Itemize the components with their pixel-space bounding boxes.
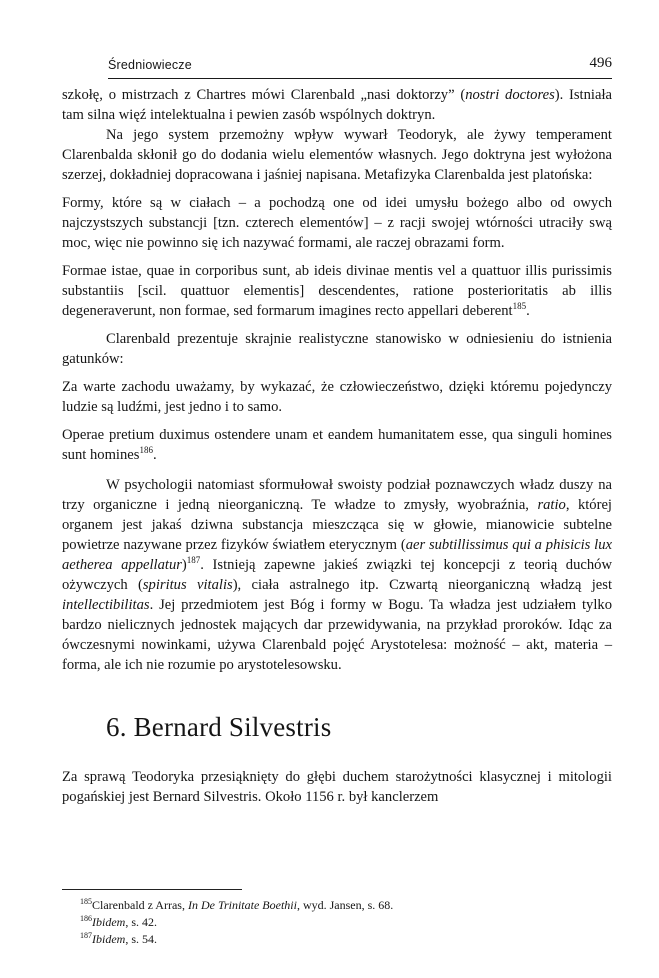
- main-text: [62, 85, 612, 807]
- block-quote-polish-2: Za warte zachodu uważamy, by wykazać, że człowieczeństwo, dzięki któremu pojedynczy ludzie są ludźmi, jest jedno i to samo.: [62, 379, 612, 415]
- section-heading: 6. Bernard Silvestris: [106, 712, 332, 742]
- paragraph-2: Na jego system przemożny wpływ wywarł Teodoryk, ale żywy temperament Clarenbalda skłonił go do dodania wielu elementów własnych. Jego doktryna jest wyłożona szerzej, dokładniej dopracowana i jaśniej napisana. Metafizyka Clarenbalda jest platońska:: [62, 127, 612, 183]
- footnotes: [80, 897, 393, 948]
- running-header: [108, 54, 612, 79]
- footnote-187: $^{187}$Ibidem, s. 54.: [80, 931, 157, 946]
- paragraph-5: Za sprawą Teodoryka przesiąknięty do głębi duchem starożytności klasycznej i mitologii pogańskiej jest Bernard Silvestris. Około 1156 r. był kanclerzem: [62, 769, 612, 805]
- footnote-divider: [62, 889, 242, 890]
- footnote-186: $^{186}$Ibidem, s. 42.: [80, 914, 157, 929]
- section-title: Średniowiecze: [108, 58, 192, 72]
- page-number: 496: [589, 55, 612, 71]
- paragraph-1: szkołę, o mistrzach z Chartres mówi Clarenbald „nasi doktorzy” (nostri doctores). Istniała tam silna więź intelektualna i pewien zasób wspólnych doktryn.: [62, 87, 612, 123]
- footnote-ref-186: 186: [139, 445, 153, 456]
- footnote-ref-185: 185: [512, 301, 527, 312]
- paragraph-3: Clarenbald prezentuje skrajnie realistyczne stanowisko w odniesieniu do istnienia gatunków:: [62, 331, 612, 367]
- block-quote-latin-2: Operae pretium duximus ostendere unam et eandem humanitatem esse, qua singuli homines sunt homines$^{186}$.: [62, 427, 612, 463]
- block-quote-polish-1: Formy, które są w ciałach – a pochodzą one od idei umysłu bożego albo od owych najczystszych substancji [tzn. czterech elementów] – z racji swojej wtórności utraciły swą moc, więc nie powinno się ich nazywać formami, ale raczej obrazami form.: [62, 195, 612, 251]
- footnote-185: $^{185}$Clarenbald z Arras, In De Trinitate Boethii, wyd. Jansen, s. 68.: [80, 897, 394, 912]
- block-quote-latin-1: Formae istae, quae in corporibus sunt, ab ideis divinae mentis vel a quattuor illis purissimis substantiis [scil. quattuor elementis] descendentes, ratione posterioritatis ab illis degeneraverunt, non formae, sed formarum imagines recto appellari deberent$^{185}$.: [62, 263, 612, 319]
- footnote-ref-187: 187: [186, 555, 201, 566]
- paragraph-4: W psychologii natomiast sformułował swoisty podział poznawczych władz duszy na trzy organiczne i jedną nieorganiczną. Te władze to zmysły, wyobraźnia, ratio, której organem jest jakaś dziwna substancja mieszcząca się w głowie, mianowicie subtelne powietrze nazywane przez fizyków światłem eterycznym (aer subtillissimus qui a phisicis lux aetherea appellatur)$^{187}$. Istnieją zapewne jakieś związki tej koncepcji z teorią duchów ożywczych (spiritus vitalis), ciała astralnego itp. Czwartą nieorganiczną władzą jest intellectibilitas. Jej przedmiotem jest Bóg i formy w Bogu. Ta władza jest udziałem tylko bardzo nielicznych jednostek mających dar przewidywania, na przykład proroków. Idąc za ówczesnymi nowinkami, używa Clarenbald pojęć Arystotelesa: możność – akt, materia – forma, ale ich nie rozumie po arystotelesowsku.: [62, 477, 612, 673]
- latin-term: nostri doctores: [465, 87, 555, 103]
